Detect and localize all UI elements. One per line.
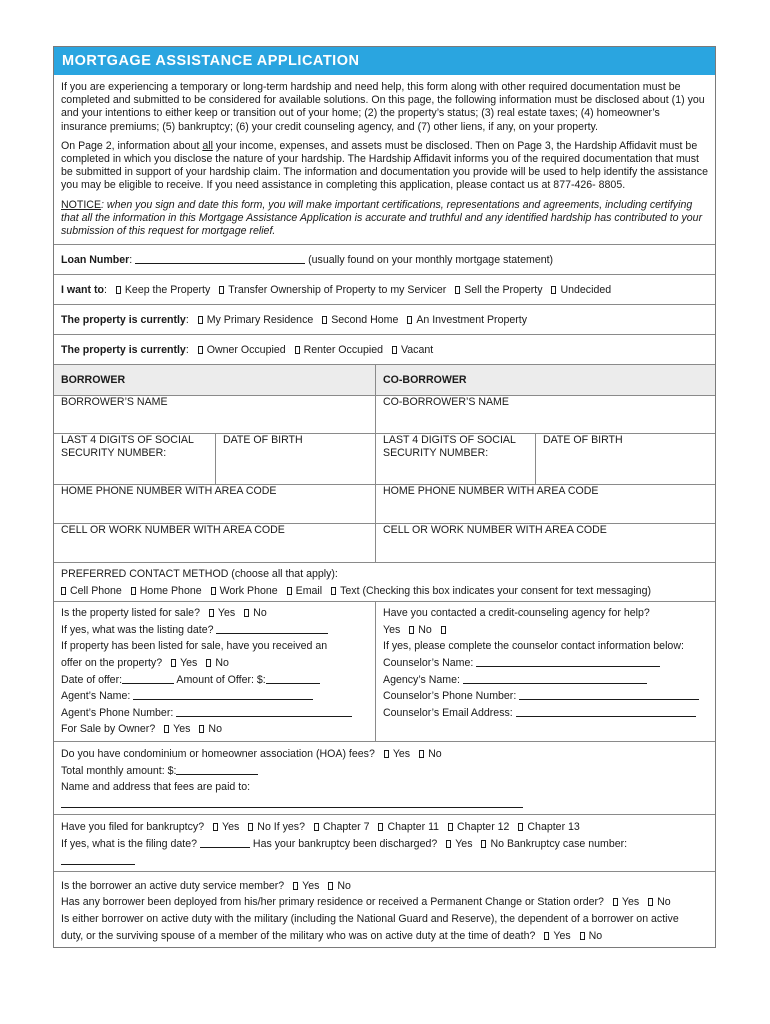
deployed-yes-label: Yes — [621, 896, 640, 909]
filing-date-label: If yes, what is the filing date? — [61, 837, 198, 850]
intro-paragraph-1: If you are experiencing a temporary or long-term hardship and need help, this form along with other required documentation must be completed and submitted to be considered for available solutions. On this page, the following information must be disclosed about (1) you and your intentions to either keep or transition out of your home; (2) the property’s status; (3) real estate taxes; (4) homeowner’s insurance premiums; (5) bankruptcy; (6) your credit counseling agency, and (7) other liens, if any, on your property. — [61, 81, 705, 133]
chapter-12-label: Chapter 12 — [457, 821, 510, 834]
vacant-checkbox[interactable] — [392, 346, 397, 354]
loan-number-label: Loan Number — [61, 254, 130, 267]
renter-occupied-checkbox[interactable] — [295, 346, 300, 354]
borrower-cell-phone-field[interactable]: CELL OR WORK NUMBER WITH AREA CODE — [61, 524, 285, 537]
active-duty-question: Is the borrower an active duty service member? — [61, 879, 285, 892]
dependent-question-line1: Is either borrower on active duty with the military (including the National Guard and Reserve), the dependent of a borrower on active — [61, 912, 679, 925]
loan-colon: : — [129, 254, 136, 267]
listed-for-sale-question: Is the property listed for sale? — [61, 607, 200, 620]
hoa-yes-label: Yes — [392, 747, 411, 760]
chapter-7-checkbox[interactable] — [314, 823, 319, 831]
intro-section — [54, 75, 715, 244]
primary-residence-checkbox[interactable] — [198, 316, 203, 324]
discharged-question: Has your bankruptcy been discharged? — [249, 837, 438, 850]
counselor-phone-field[interactable] — [519, 689, 699, 700]
hoa-no-label: No — [428, 747, 442, 760]
notice-paragraph — [61, 199, 708, 239]
chapter-7-label: Chapter 7 — [322, 821, 370, 834]
coborrower-cell-phone-field[interactable]: CELL OR WORK NUMBER WITH AREA CODE — [375, 524, 715, 562]
coborrower-header: CO-BORROWER — [375, 365, 715, 395]
military-section — [54, 871, 715, 948]
keep-property-checkbox[interactable] — [116, 286, 121, 294]
chapter-13-checkbox[interactable] — [518, 823, 523, 831]
active-duty-no-checkbox[interactable] — [328, 882, 333, 890]
undecided-checkbox[interactable] — [551, 286, 556, 294]
cell-phone-checkbox[interactable] — [61, 587, 66, 595]
hoa-question: Do you have condominium or homeowner association (HOA) fees? — [61, 747, 375, 760]
second-home-checkbox[interactable] — [322, 316, 327, 324]
email-checkbox[interactable] — [287, 587, 292, 595]
active-duty-yes-label: Yes — [302, 879, 320, 892]
amount-of-offer-field[interactable] — [266, 673, 320, 684]
hoa-section — [54, 741, 715, 814]
home-phone-row — [54, 484, 715, 523]
notice-label: NOTICE — [61, 198, 102, 211]
hoa-amount-label: Total monthly amount: $: — [61, 764, 177, 777]
text-checkbox[interactable] — [331, 587, 336, 595]
hoa-yes-checkbox[interactable] — [384, 750, 389, 758]
coborrower-name-field[interactable]: CO-BORROWER’S NAME — [375, 396, 715, 433]
case-number-label: No Bankruptcy case number: — [490, 837, 628, 850]
hoa-no-checkbox[interactable] — [419, 750, 424, 758]
loan-number-hint: (usually found on your monthly mortgage statement) — [305, 254, 554, 267]
keep-property-label: Keep the Property — [124, 284, 211, 297]
owner-occupied-checkbox[interactable] — [198, 346, 203, 354]
contact-method-label: PREFERRED CONTACT METHOD (choose all that apply): — [61, 568, 338, 581]
date-of-offer-field[interactable] — [122, 673, 174, 684]
offer-question-line1: If property has been listed for sale, have you received an — [61, 640, 328, 653]
coborrower-ssn-field[interactable]: LAST 4 DIGITS OF SOCIAL SECURITY NUMBER: — [375, 434, 535, 484]
investment-property-label: An Investment Property — [416, 314, 528, 327]
intro-p2-start: On Page 2, information about — [61, 139, 203, 152]
borrower-header-row — [54, 364, 715, 395]
counselor-name-field[interactable] — [476, 656, 660, 667]
fsbo-yes-checkbox[interactable] — [164, 725, 169, 733]
work-phone-option: Work Phone — [219, 585, 278, 598]
agent-name-field[interactable] — [133, 689, 313, 700]
fsbo-yes-label: Yes — [173, 723, 191, 736]
counselor-phone-label: Counselor’s Phone Number: — [383, 690, 517, 703]
mortgage-assistance-form — [53, 46, 716, 948]
counselor-email-field[interactable] — [516, 706, 696, 717]
intent-label: I want to — [61, 284, 104, 297]
borrower-header: BORROWER — [54, 365, 375, 395]
sale-counsel-section — [54, 601, 715, 741]
date-of-offer-label: Date of offer: — [61, 673, 123, 686]
renter-occupied-label: Renter Occupied — [303, 344, 384, 357]
bankruptcy-question: Have you filed for bankruptcy? — [61, 821, 205, 834]
undecided-label: Undecided — [560, 284, 612, 297]
agent-phone-field[interactable] — [176, 706, 352, 717]
agent-phone-label: Agent’s Phone Number: — [61, 706, 174, 719]
intro-paragraph-2 — [61, 140, 708, 193]
primary-residence-label: My Primary Residence — [206, 314, 314, 327]
offer-question-line2: offer on the property? — [61, 657, 163, 670]
contact-method-options — [61, 583, 708, 600]
dependent-question-line2: duty, or the surviving spouse of a member of the military who was on active duty at the time of death? — [61, 929, 536, 942]
dependent-yes-label: Yes — [553, 929, 571, 942]
filing-date-field[interactable] — [200, 837, 250, 848]
form-title: MORTGAGE ASSISTANCE APPLICATION — [54, 47, 715, 75]
home-phone-option: Home Phone — [139, 585, 202, 598]
cell-phone-option: Cell Phone — [70, 585, 122, 598]
occupancy-label: The property is currently — [61, 344, 186, 357]
vacant-label: Vacant — [401, 344, 434, 357]
discharged-yes-checkbox[interactable] — [446, 840, 451, 848]
borrower-name-field[interactable]: BORROWER’S NAME — [61, 396, 168, 409]
ssn-dob-row — [54, 433, 715, 484]
listing-date-field[interactable] — [216, 623, 328, 634]
discharged-yes-label: Yes — [455, 837, 473, 850]
loan-number-row — [54, 244, 715, 274]
listed-yes-label: Yes — [217, 607, 236, 620]
loan-number-field[interactable] — [135, 253, 305, 264]
agent-name-label: Agent’s Name: — [61, 690, 131, 703]
counselor-info-instruction: If yes, please complete the counselor contact information below: — [383, 640, 684, 653]
bankruptcy-no-checkbox[interactable] — [248, 823, 253, 831]
chapter-12-checkbox[interactable] — [448, 823, 453, 831]
offer-no-label: No — [215, 657, 229, 670]
email-option: Email — [295, 585, 323, 598]
cell-phone-row — [54, 523, 715, 562]
offer-yes-label: Yes — [180, 657, 198, 670]
counselor-email-label: Counselor’s Email Address: — [383, 706, 513, 719]
borrower-ssn-field[interactable]: LAST 4 DIGITS OF SOCIAL SECURITY NUMBER: — [61, 434, 194, 459]
chapter-13-label: Chapter 13 — [527, 821, 580, 834]
bankruptcy-section — [54, 814, 715, 870]
intro-p2-all: all — [202, 139, 213, 152]
dependent-no-label: No — [588, 929, 603, 942]
agency-name-label: Agency’s Name: — [383, 673, 460, 686]
counseling-column — [375, 602, 715, 741]
text-option: Text (Checking this box indicates your consent for text messaging) — [340, 585, 651, 598]
deployed-no-checkbox[interactable] — [648, 898, 653, 906]
deployed-question: Has any borrower been deployed from his/her primary residence or received a Permanent Change or Station order? — [61, 896, 604, 909]
counseling-yes-label: Yes — [383, 623, 401, 636]
coborrower-dob-field[interactable]: DATE OF BIRTH — [535, 434, 715, 484]
contact-method-section — [54, 562, 715, 601]
intent-row: I want to: Keep the Property Transfer Ownership of Property to my Servicer Sell the Property Undecided — [54, 274, 715, 304]
second-home-label: Second Home — [331, 314, 399, 327]
home-phone-checkbox[interactable] — [131, 587, 136, 595]
coborrower-home-phone-field[interactable]: HOME PHONE NUMBER WITH AREA CODE — [375, 485, 715, 523]
deployed-no-label: No — [657, 896, 671, 909]
occupancy-row: The property is currently: Owner Occupied Renter Occupied Vacant — [54, 334, 715, 364]
name-row — [54, 395, 715, 433]
work-phone-checkbox[interactable] — [211, 587, 216, 595]
borrower-home-phone-field[interactable]: HOME PHONE NUMBER WITH AREA CODE — [61, 485, 277, 498]
transfer-ownership-checkbox[interactable] — [219, 286, 224, 294]
counseling-no-label: No — [418, 623, 432, 636]
offer-no-checkbox[interactable] — [206, 659, 211, 667]
property-use-row: The property is currently: My Primary Residence Second Home An Investment Property — [54, 304, 715, 334]
dependent-yes-checkbox[interactable] — [544, 932, 549, 940]
chapter-11-label: Chapter 11 — [387, 821, 440, 834]
counseling-yes-checkbox[interactable] — [409, 626, 414, 634]
bankruptcy-no-label: No If yes? — [257, 821, 305, 834]
case-number-field[interactable] — [61, 854, 135, 865]
listing-date-question: If yes, what was the listing date? — [61, 623, 214, 636]
fsbo-no-label: No — [208, 723, 222, 736]
bankruptcy-yes-checkbox[interactable] — [213, 823, 218, 831]
borrower-dob-field[interactable]: DATE OF BIRTH — [215, 434, 375, 484]
transfer-ownership-label: Transfer Ownership of Property to my Servicer — [228, 284, 447, 297]
property-use-label: The property is currently — [61, 314, 186, 327]
active-duty-no-label: No — [337, 879, 351, 892]
sell-property-label: Sell the Property — [464, 284, 543, 297]
counselor-name-label: Counselor’s Name: — [383, 657, 474, 670]
amount-of-offer-label: Amount of Offer: $: — [174, 673, 266, 686]
investment-property-checkbox[interactable] — [407, 316, 412, 324]
listed-no-checkbox[interactable] — [244, 609, 249, 617]
deployed-yes-checkbox[interactable] — [613, 898, 618, 906]
intro-p2-end: your income, expenses, and assets must be disclosed. Then on Page 3, the Hardship Affidavit must be completed in which you disclose the nature of your hardship. The Hardship Affidavit informs you of the required documentation that must be submitted in support of your hardship claim. The information and documentation you provide will be used to help identify the assistance you may be eligible to receive. If you need assistance in completing this application, please contact us at 877-426- 8805. — [61, 139, 708, 192]
counseling-no-checkbox[interactable] — [441, 626, 446, 634]
owner-occupied-label: Owner Occupied — [206, 344, 286, 357]
listed-yes-checkbox[interactable] — [209, 609, 214, 617]
offer-yes-checkbox[interactable] — [171, 659, 176, 667]
fsbo-no-checkbox[interactable] — [199, 725, 204, 733]
discharged-no-checkbox[interactable] — [481, 840, 486, 848]
listed-no-label: No — [253, 607, 267, 620]
active-duty-yes-checkbox[interactable] — [293, 882, 298, 890]
counseling-question: Have you contacted a credit-counseling agency for help? — [383, 607, 650, 620]
bankruptcy-yes-label: Yes — [222, 821, 240, 834]
agency-name-field[interactable] — [463, 673, 647, 684]
for-sale-by-owner-question: For Sale by Owner? — [61, 723, 156, 736]
notice-text: : when you sign and date this form, you will make important certifications, representations and agreements, including certifying that all the information in this Mortgage Assistance Application is accurate and truthful and any identified hardship has contributed to your submission of this request for mortgage relief. — [61, 198, 703, 238]
hoa-payee-label: Name and address that fees are paid to: — [61, 781, 251, 794]
dependent-no-checkbox[interactable] — [580, 932, 585, 940]
sale-column — [54, 602, 375, 741]
chapter-11-checkbox[interactable] — [378, 823, 383, 831]
hoa-amount-field[interactable] — [176, 764, 258, 775]
sell-property-checkbox[interactable] — [455, 286, 460, 294]
hoa-payee-field[interactable] — [61, 797, 523, 808]
